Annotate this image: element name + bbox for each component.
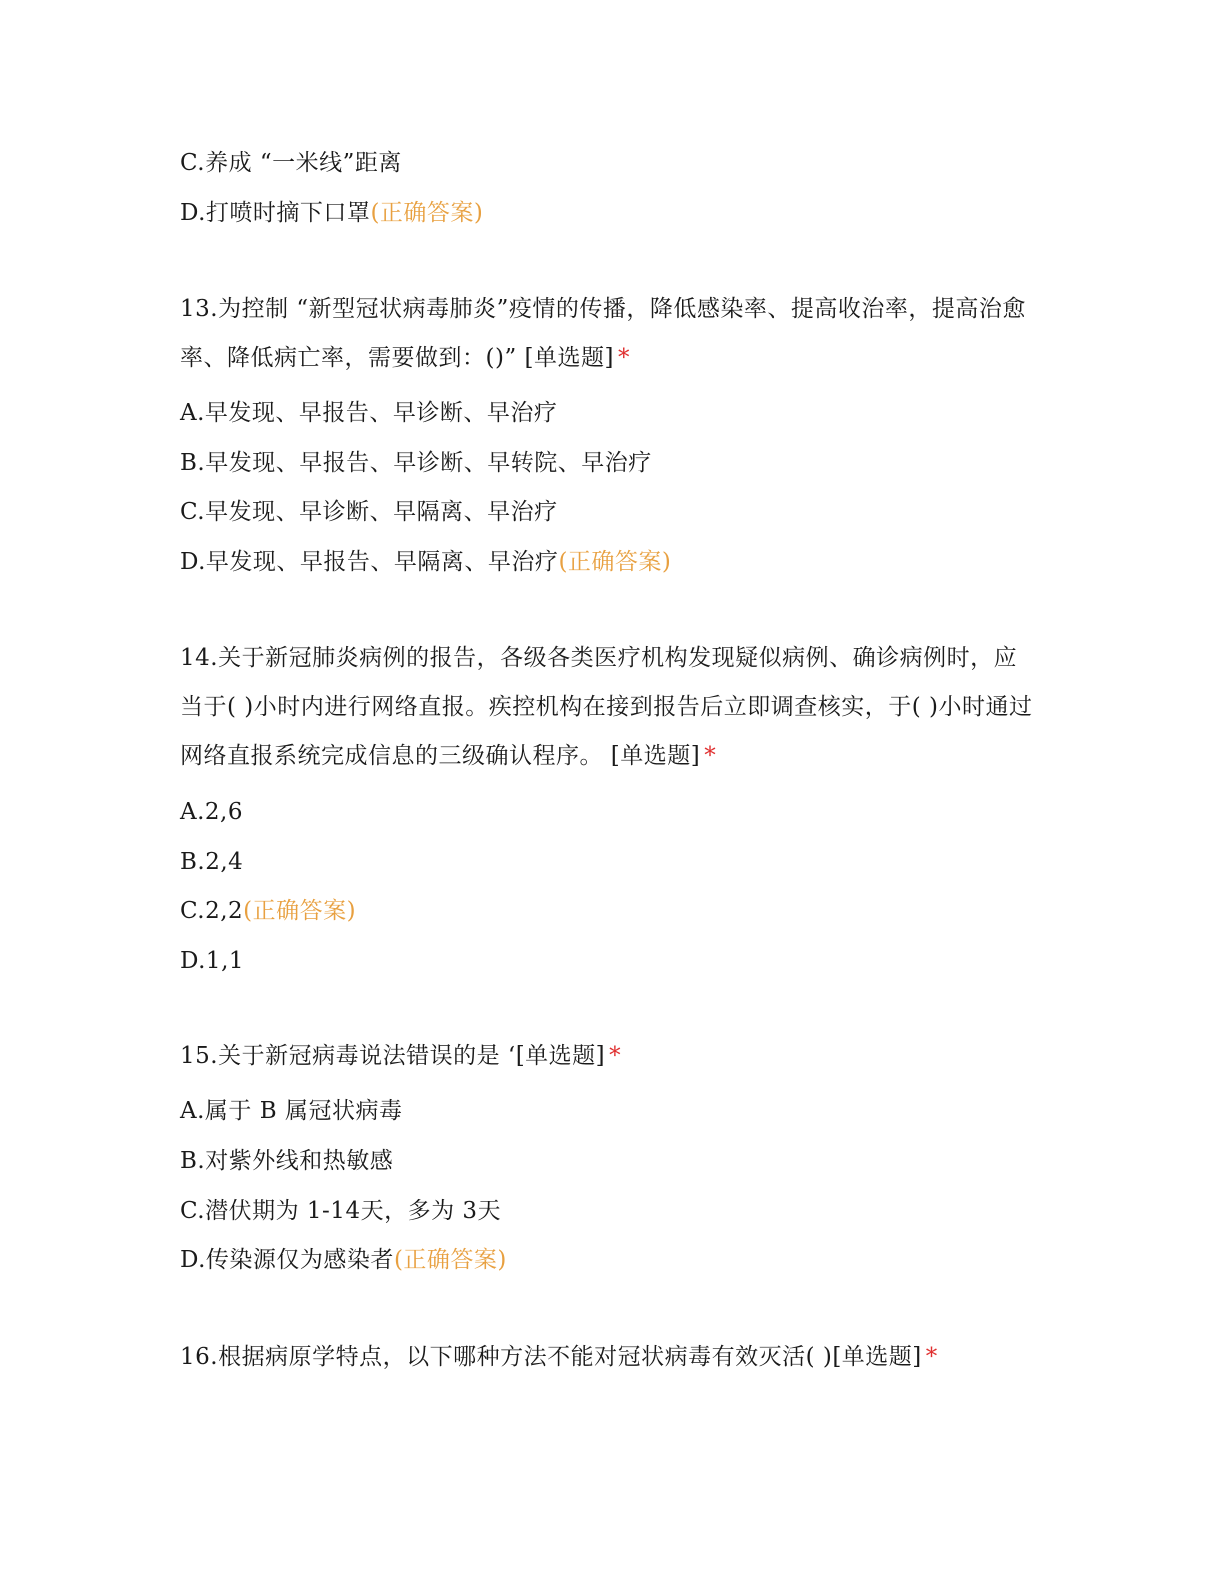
required-star: * (704, 743, 717, 769)
option-text: A.2,6 (180, 799, 243, 825)
required-star: * (617, 345, 630, 371)
correct-answer-marker: (正确答案) (558, 549, 672, 575)
correct-answer-marker: (正确答案) (393, 1247, 507, 1273)
option-text: C.潜伏期为 1-14天，多为 3天 (180, 1198, 502, 1224)
option-text: D.早发现、早报告、早隔离、早治疗 (180, 549, 559, 575)
option-text: D.1,1 (180, 948, 245, 974)
q15-option-d (180, 1245, 507, 1275)
q13-title-line-2 (180, 343, 630, 373)
q13-option-a (180, 398, 557, 428)
option-text: D.打喷时摘下口罩 (180, 200, 371, 226)
q13-option-d (180, 547, 671, 577)
question-text: 15.关于新冠病毒说法错误的是 ‘[单选题] (180, 1043, 606, 1069)
q13-option-c (180, 497, 558, 527)
q15-title-line-1 (180, 1041, 621, 1071)
correct-answer-marker: (正确答案) (370, 200, 484, 226)
option-text: D.传染源仅为感染者 (180, 1247, 394, 1273)
q14-option-a (180, 797, 243, 827)
question-text: 网络直报系统完成信息的三级确认程序。 [单选题] (180, 743, 701, 769)
q15-option-c (180, 1196, 501, 1226)
q15-option-b (180, 1146, 393, 1176)
question-text: 率、降低病亡率，需要做到：()” [单选题] (180, 345, 614, 371)
option-text: A.属于 B 属冠状病毒 (180, 1098, 403, 1124)
required-star: * (925, 1344, 938, 1370)
question-text: 14.关于新冠肺炎病例的报告，各级各类医疗机构发现疑似病例、确诊病例时，应 (180, 645, 1018, 671)
question-text: 当于( )小时内进行网络直报。疾控机构在接到报告后立即调查核实，于( )小时通过 (180, 694, 1033, 720)
option-text: C.2,2 (180, 898, 244, 924)
q15-option-a (180, 1096, 402, 1126)
q13-option-b (180, 448, 652, 478)
q14-option-b (180, 847, 243, 877)
q14-title-line-1 (180, 643, 1017, 673)
option-text: B.早发现、早报告、早诊断、早转院、早治疗 (180, 450, 652, 476)
q14-title-line-2 (180, 692, 1033, 722)
correct-answer-marker: (正确答案) (243, 898, 357, 924)
question-text: 16.根据病原学特点，以下哪种方法不能对冠状病毒有效灭活( )[单选题] (180, 1344, 922, 1370)
option-text: C.早发现、早诊断、早隔离、早治疗 (180, 499, 558, 525)
q14-option-c (180, 896, 356, 926)
q13-title-line-1 (180, 294, 1026, 324)
q14-option-d (180, 946, 244, 976)
option-text: A.早发现、早报告、早诊断、早治疗 (180, 400, 558, 426)
q16-title-line-1 (180, 1342, 938, 1372)
option-text: C.养成 “一米线”距离 (180, 150, 402, 176)
required-star: * (609, 1043, 622, 1069)
q12-option-c (180, 148, 402, 178)
question-text: 13.为控制 “新型冠状病毒肺炎”疫情的传播，降低感染率、提高收治率，提高治愈 (180, 296, 1026, 322)
option-text: B.2,4 (180, 849, 244, 875)
q14-title-line-3 (180, 741, 716, 771)
q12-option-d (180, 198, 483, 228)
option-text: B.对紫外线和热敏感 (180, 1148, 394, 1174)
